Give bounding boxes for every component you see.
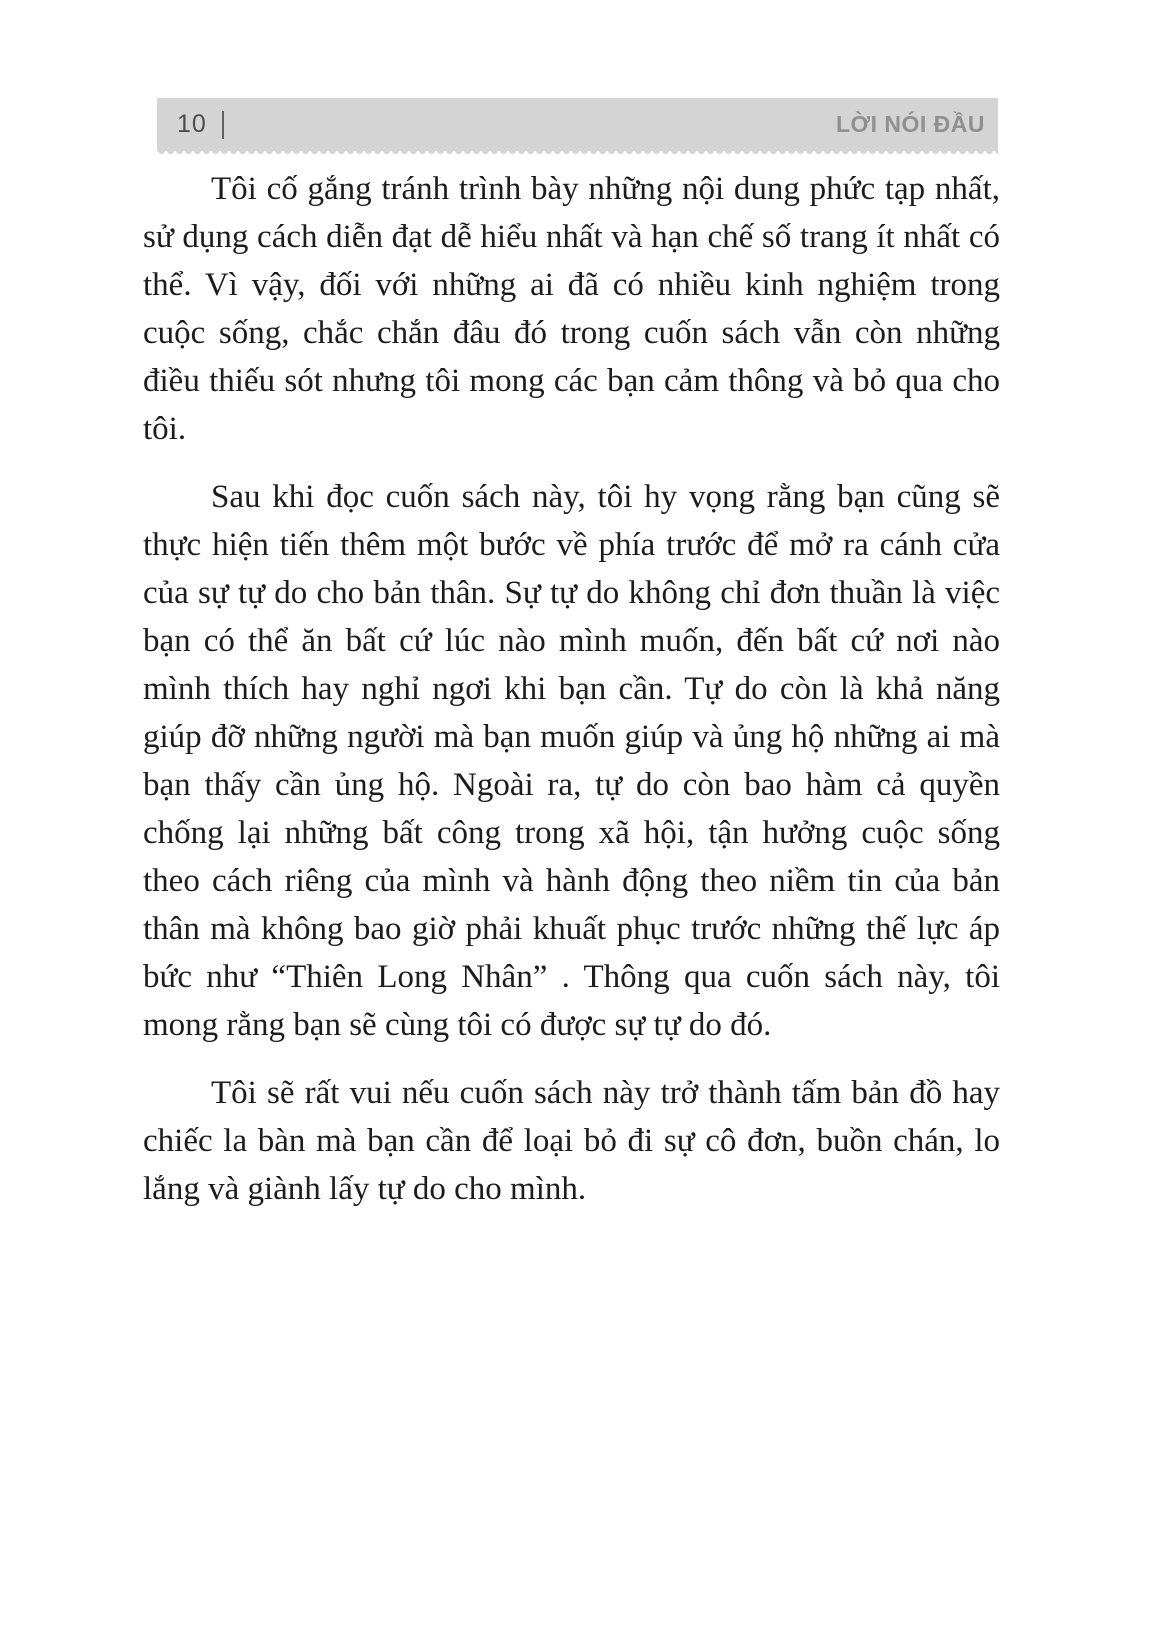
body-paragraph-2: Sau khi đọc cuốn sách này, tôi hy vọng rằng bạn cũng sẽ thực hiện tiến thêm một bước về phía trước để mở ra cánh cửa của sự tự do cho bản thân. Sự tự do không chỉ đơn thuần là việc bạn có thể ăn bất cứ lúc nào mình muốn, đến bất cứ nơi nào mình thích hay nghỉ ngơi khi bạn cần. Tự do còn là khả năng giúp đỡ những người mà bạn muốn giúp và ủng hộ những ai mà bạn thấy cần ủng hộ. Ngoài ra, tự do còn bao hàm cả quyền chống lại những bất công trong xã hội, tận hưởng cuộc sống theo cách riêng của mình và hành động theo niềm tin của bản thân mà không bao giờ phải khuất phục trước những thế lực áp bức như “Thiên Long Nhân” . Thông qua cuốn sách này, tôi mong rằng bạn sẽ cùng tôi có được sự tự do đó. bbox=[143, 479, 1000, 1043]
body-paragraph-1: Tôi cố gắng tránh trình bày những nội dung phức tạp nhất, sử dụng cách diễn đạt dễ hiểu nhất và hạn chế số trang ít nhất có thể. Vì vậy, đối với những ai đã có nhiều kinh nghiệm trong cuộc sống, chắc chắn đâu đó trong cuốn sách vẫn còn những điều thiếu sót nhưng tôi mong các bạn cảm thông và bỏ qua cho tôi. bbox=[143, 171, 1000, 447]
header-separator bbox=[222, 111, 224, 139]
body-paragraph-3: Tôi sẽ rất vui nếu cuốn sách này trở thành tấm bản đồ hay chiếc la bàn mà bạn cần để loại bỏ đi sự cô đơn, buồn chán, lo lắng và giành lấy tự do cho mình. bbox=[143, 1075, 1000, 1207]
page-header-left bbox=[177, 110, 224, 139]
page-body bbox=[143, 149, 1000, 1233]
page-number: 10 bbox=[177, 110, 207, 138]
section-title: LỜI NÓI ĐẦU bbox=[835, 111, 985, 137]
page-header bbox=[157, 98, 998, 151]
